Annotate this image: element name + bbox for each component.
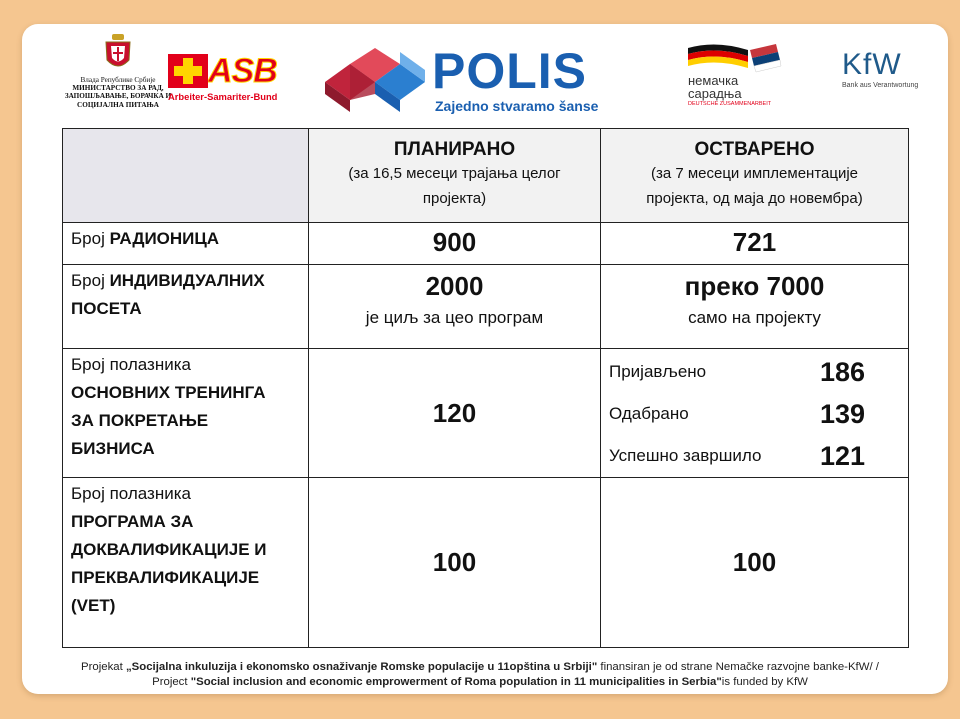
visits-achieved-value: преко 7000: [684, 271, 825, 301]
table-row-trainings: [63, 349, 909, 478]
trainings-label-bold-1: ОСНОВНИХ ТРЕНИНГА: [71, 383, 266, 402]
gov-line-3: ЗАПОШЉАВАЊЕ, БОРАЧКА И: [64, 92, 172, 101]
workshops-achieved: [601, 223, 909, 265]
polis-logo: [320, 42, 620, 112]
trainings-achieved: [601, 349, 909, 478]
achieved-sub-1: (за 7 месеци имплементације: [650, 165, 859, 182]
stat-value-completed: 121: [820, 440, 866, 471]
trainings-label-bold-3: БИЗНИСА: [71, 439, 155, 458]
table-header-row: [63, 129, 909, 223]
header-achieved: [601, 129, 909, 223]
footer-l2-post: is funded by KfW: [721, 676, 808, 688]
achieved-title: ОСТВАРЕНО: [694, 139, 815, 160]
stat-row-applied: [609, 351, 880, 393]
nem-line-2: сарадња: [688, 86, 742, 101]
visits-label-plain: Број: [71, 271, 110, 290]
footer-l2-bold: "Social inclusion and economic emprowerment of Roma population in 11 municipalities in Serbia": [190, 676, 722, 688]
stat-label-selected: Одабрано: [609, 404, 689, 423]
vet-label-bold-3: ПРЕКВАЛИФИКАЦИЈЕ: [71, 568, 260, 587]
gov-line-4: СОЦИЈАЛНА ПИТАЊА: [77, 100, 159, 109]
asb-wordmark: ASB: [208, 52, 277, 90]
visits-label-bold-2: ПОСЕТА: [71, 299, 142, 318]
kfw-logo: [842, 50, 922, 89]
footer-line-2: [40, 675, 920, 690]
trainings-planned: [309, 349, 601, 478]
nem-line-3: DEUTSCHE ZUSAMMENARBEIT: [688, 101, 772, 107]
workshops-label-plain: Број: [71, 229, 110, 248]
nem-line-1: немачка: [688, 73, 739, 88]
visits-planned-value: 2000: [425, 271, 484, 301]
footer-note: [40, 660, 920, 690]
asb-logo: [168, 54, 292, 102]
stat-row-selected: [609, 393, 880, 435]
trainings-label-plain: Број полазника: [71, 355, 191, 374]
trainings-label: [63, 349, 309, 478]
polis-cubes-icon: [320, 42, 430, 112]
flags-icon: [686, 40, 796, 74]
visits-label-bold-1: ИНДИВИДУАЛНИХ: [109, 271, 265, 290]
trainings-planned-value: 120: [432, 397, 477, 428]
workshops-achieved-value: 721: [732, 227, 777, 257]
kfw-tagline: Bank aus Verantwortung: [842, 82, 919, 89]
gov-line-1: Влада Републике Србије: [80, 76, 156, 84]
vet-achieved-value: 100: [732, 547, 777, 577]
vet-label: [63, 478, 309, 648]
stat-row-completed: [609, 435, 880, 477]
workshops-planned: [309, 223, 601, 265]
stat-value-applied: 186: [820, 356, 866, 387]
header-planned: [309, 129, 601, 223]
footer-l1-pre: Projekat: [81, 661, 126, 673]
stat-label-completed: Успешно завршило: [609, 446, 762, 465]
visits-planned-note: је циљ за цео програм: [365, 308, 544, 327]
vet-planned-value: 100: [432, 547, 477, 577]
polis-wordmark: POLIS: [432, 43, 588, 99]
ministry-logo: [58, 34, 178, 109]
vet-planned: [309, 478, 601, 648]
table-row-workshops: [63, 223, 909, 265]
footer-l2-pre: Project: [152, 676, 191, 688]
vet-label-bold-1: ПРОГРАМА ЗА: [71, 512, 194, 531]
planned-title: ПЛАНИРАНО: [393, 139, 516, 160]
trainings-label-bold-2: ЗА ПОКРЕТАЊЕ: [71, 411, 209, 430]
visits-planned: [309, 265, 601, 349]
serbian-coat-of-arms-icon: [103, 34, 133, 74]
stat-value-selected: 139: [820, 398, 866, 429]
results-table: [62, 128, 909, 648]
visits-label: [63, 265, 309, 349]
german-cooperation-logo: [686, 40, 796, 110]
vet-label-plain: Број полазника: [71, 484, 191, 503]
footer-l1-bold: „Socijalna inkuluzija i ekonomsko osnaživanje Romske populacije u 11opština u Srbiji": [125, 661, 598, 673]
table-row-vet: [63, 478, 909, 648]
polis-tagline: Zajedno stvaramo šanse: [435, 98, 599, 114]
kfw-wordmark: KfW: [842, 48, 902, 81]
visits-achieved: [601, 265, 909, 349]
vet-label-bold-2: ДОКВАЛИФИКАЦИЈЕ И: [71, 540, 267, 559]
vet-label-bold-4: (VET): [71, 596, 116, 615]
footer-line-1: [40, 660, 920, 675]
achieved-sub-2: пројекта, од маја до новембра): [646, 190, 863, 207]
planned-sub-2: пројекта): [422, 190, 487, 207]
planned-sub-1: (за 16,5 месеци трајања целог: [348, 165, 561, 182]
asb-subtitle: Arbeiter-Samariter-Bund: [168, 91, 278, 102]
asb-cross-icon: [168, 54, 208, 88]
table-row-visits: [63, 265, 909, 349]
workshops-label: [63, 223, 309, 265]
header-blank-cell: [63, 129, 309, 223]
slide-card: [22, 24, 948, 694]
stat-label-applied: Пријављено: [609, 362, 707, 381]
gov-line-2: МИНИСТАРСТВО ЗА РАД,: [72, 84, 164, 93]
workshops-planned-value: 900: [432, 227, 477, 257]
vet-achieved: [601, 478, 909, 648]
workshops-label-bold: РАДИОНИЦА: [109, 229, 220, 248]
visits-achieved-note: само на пројекту: [688, 308, 821, 327]
footer-l1-post: finansiran je od strane Nemačke razvojne banke-KfW/ /: [597, 661, 879, 673]
